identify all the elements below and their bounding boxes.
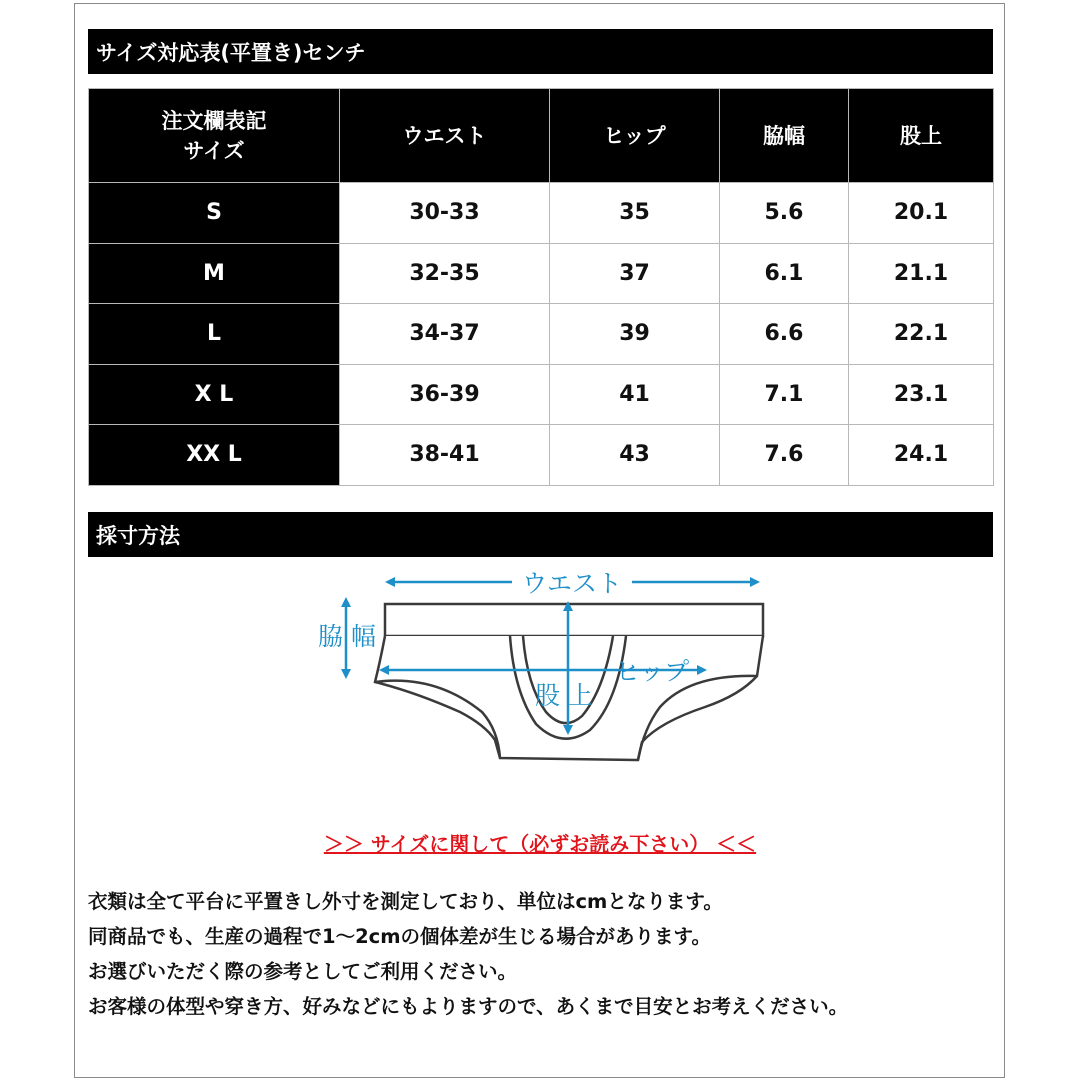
cell-waist: 34-37 bbox=[340, 304, 550, 365]
cell-rise: 23.1 bbox=[849, 364, 994, 425]
table-row bbox=[89, 243, 994, 304]
hip-label: ヒップ bbox=[614, 657, 690, 686]
side-width-label: 脇 幅 bbox=[318, 622, 376, 651]
table-header-row bbox=[89, 89, 994, 183]
size-table-title: サイズ対応表(平置き)センチ bbox=[96, 40, 366, 65]
header-size-label-line2: サイズ bbox=[183, 138, 245, 163]
table-row bbox=[89, 304, 994, 365]
cell-rise: 22.1 bbox=[849, 304, 994, 365]
cell-waist: 32-35 bbox=[340, 243, 550, 304]
cell-rise: 21.1 bbox=[849, 243, 994, 304]
note-line: 同商品でも、生産の過程で1～2cmの個体差が生じる場合があります。 bbox=[88, 925, 711, 948]
size-chart-table bbox=[88, 88, 994, 486]
cell-side-width: 6.6 bbox=[720, 304, 849, 365]
cell-waist: 30-33 bbox=[340, 183, 550, 244]
measure-method-title-bar bbox=[88, 512, 993, 557]
header-side-width: 脇幅 bbox=[720, 89, 849, 183]
waist-label: ウエスト bbox=[521, 569, 623, 598]
cell-side-width: 6.1 bbox=[720, 243, 849, 304]
note-line: 衣類は全て平台に平置きし外寸を測定しており、単位はcmとなります。 bbox=[88, 890, 723, 913]
cell-hip: 39 bbox=[550, 304, 720, 365]
cell-rise: 24.1 bbox=[849, 425, 994, 486]
cell-hip: 35 bbox=[550, 183, 720, 244]
cell-side-width: 7.6 bbox=[720, 425, 849, 486]
briefs-measurement-diagram bbox=[300, 562, 780, 772]
header-size-label-line1: 注文欄表記 bbox=[161, 108, 267, 133]
table-row bbox=[89, 425, 994, 486]
row-size-label: M bbox=[89, 243, 340, 304]
header-waist: ウエスト bbox=[340, 89, 550, 183]
row-size-label: L bbox=[89, 304, 340, 365]
row-size-label: S bbox=[89, 183, 340, 244]
row-size-label: X L bbox=[89, 364, 340, 425]
size-notice-heading: ＞＞ サイズに関して（必ずお読み下さい） ＜＜ bbox=[323, 832, 757, 856]
measure-method-title: 採寸方法 bbox=[96, 523, 180, 548]
cell-waist: 38-41 bbox=[340, 425, 550, 486]
cell-hip: 43 bbox=[550, 425, 720, 486]
cell-side-width: 5.6 bbox=[720, 183, 849, 244]
cell-waist: 36-39 bbox=[340, 364, 550, 425]
row-size-label: XX L bbox=[89, 425, 340, 486]
cell-hip: 37 bbox=[550, 243, 720, 304]
header-size-label bbox=[89, 89, 340, 183]
cell-rise: 20.1 bbox=[849, 183, 994, 244]
note-line: お客様の体型や穿き方、好みなどにもよりますので、あくまで目安とお考えください。 bbox=[88, 995, 849, 1018]
size-notes bbox=[88, 884, 993, 1024]
cell-hip: 41 bbox=[550, 364, 720, 425]
table-row bbox=[89, 364, 994, 425]
note-line: お選びいただく際の参考としてご利用ください。 bbox=[88, 960, 518, 983]
table-row bbox=[89, 183, 994, 244]
size-table-title-bar bbox=[88, 29, 993, 74]
header-hip: ヒップ bbox=[550, 89, 720, 183]
rise-label: 股 上 bbox=[535, 681, 593, 710]
cell-side-width: 7.1 bbox=[720, 364, 849, 425]
header-rise: 股上 bbox=[849, 89, 994, 183]
